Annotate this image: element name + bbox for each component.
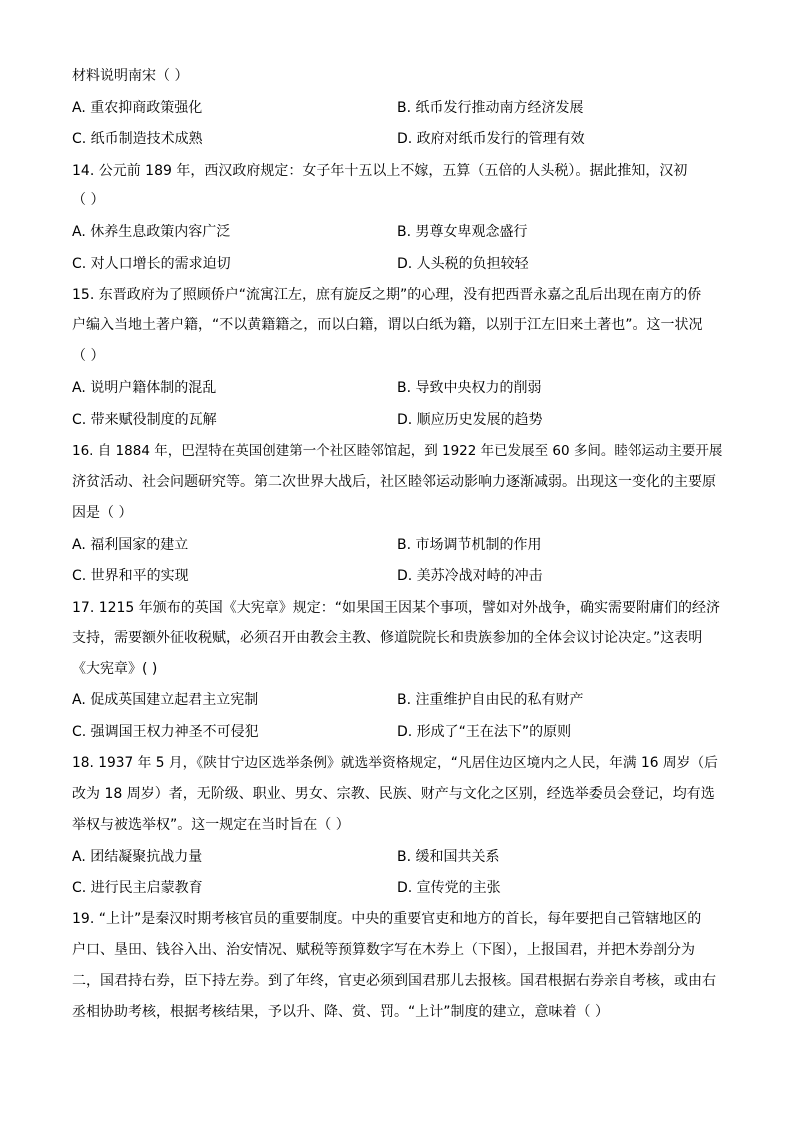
- q14-option-b: B. 男尊女卑观念盛行: [397, 224, 528, 240]
- q15-stem-line-2: 户编入当地土著户籍，“不以黄籍籍之，而以白籍，谓以白纸为籍，以别于江左旧来土著也”。这一状况: [72, 317, 703, 333]
- q17-stem-line-2: 支持，需要额外征收税赋，必须召开由教会主教、修道院院长和贵族参加的全体会议讨论决定。”这表明: [72, 630, 703, 646]
- q17-option-c: C. 强调国王权力神圣不可侵犯: [72, 724, 259, 740]
- q17-option-b: B. 注重维护自由民的私有财产: [397, 692, 584, 708]
- q13-option-c: C. 纸币制造技术成熟: [72, 131, 203, 147]
- q17-option-d: D. 形成了“王在法下”的原则: [397, 724, 572, 740]
- q14-option-d: D. 人头税的负担较轻: [397, 256, 529, 272]
- q14-stem-line-2: （ ）: [72, 192, 105, 208]
- q17-option-a: A. 促成英国建立起君主立宪制: [72, 692, 259, 708]
- q16-option-b: B. 市场调节机制的作用: [397, 537, 542, 553]
- q14-option-c: C. 对人口增长的需求迫切: [72, 256, 231, 272]
- q18-stem-line-2: 改为 18 周岁）者，无阶级、职业、男女、宗教、民族、财产与文化之区别，经选举委员会登记，均有选: [72, 786, 715, 802]
- q18-option-a: A. 团结凝聚抗战力量: [72, 849, 203, 865]
- q16-stem-line-2: 济贫活动、社会问题研究等。第二次世界大战后，社区睦邻运动影响力逐渐减弱。出现这一变化的主要原: [72, 474, 716, 490]
- q15-option-a: A. 说明户籍体制的混乱: [72, 380, 217, 396]
- q16-option-a: A. 福利国家的建立: [72, 537, 189, 553]
- q18-option-b: B. 缓和国共关系: [397, 849, 500, 865]
- q16-stem-line-3: 因是（ ）: [72, 505, 133, 521]
- q15-stem-line-1: 15. 东晋政府为了照顾侨户“流寓江左，庶有旋反之期”的心理，没有把西晋永嘉之乱后出现在南方的侨: [72, 287, 702, 303]
- q18-stem-line-3: 举权与被选举权”。这一规定在当时旨在（ ）: [72, 817, 350, 833]
- q19-stem-line-4: 丞相协助考核，根据考核结果，予以升、降、赏、罚。“上计”制度的建立，意味着（ ）: [72, 1004, 609, 1020]
- q13-option-a: A. 重农抑商政策强化: [72, 100, 203, 116]
- q15-option-c: C. 带来赋役制度的瓦解: [72, 412, 217, 428]
- q17-stem-line-3: 《大宪章》( ): [72, 661, 158, 677]
- q15-option-b: B. 导致中央权力的削弱: [397, 380, 542, 396]
- q16-option-c: C. 世界和平的实现: [72, 568, 189, 584]
- q13-option-b: B. 纸币发行推动南方经济发展: [397, 100, 584, 116]
- q18-stem-line-1: 18. 1937 年 5 月，《陕甘宁边区选举条例》就选举资格规定，“凡居住边区境内之人民，年满 16 周岁（后: [72, 755, 718, 771]
- q19-stem-line-2: 户口、垦田、钱谷入出、治安情况、赋税等预算数字写在木券上（下图），上报国君，并把木券剖分为: [72, 942, 695, 958]
- q14-option-a: A. 休养生息政策内容广泛: [72, 224, 231, 240]
- q19-stem-line-1: 19. “上计”是秦汉时期考核官员的重要制度。中央的重要官吏和地方的首长，每年要把自己管辖地区的: [72, 911, 702, 927]
- q19-stem-line-3: 二，国君持右券，臣下持左券。到了年终，官吏必须到国君那儿去报核。国君根据右券亲自考核，或由右: [72, 973, 716, 989]
- q13-stem-tail: 材料说明南宋（ ）: [72, 68, 189, 84]
- q17-stem-line-1: 17. 1215 年颁布的英国《大宪章》规定：“如果国王因某个事项，譬如对外战争，确实需要附庸们的经济: [72, 600, 721, 616]
- q16-stem-line-1: 16. 自 1884 年，巴涅特在英国创建第一个社区睦邻馆起，到 1922 年已发展至 60 多间。睦邻运动主要开展: [72, 443, 723, 459]
- q18-option-d: D. 宣传党的主张: [397, 880, 501, 896]
- q18-option-c: C. 进行民主启蒙教育: [72, 880, 203, 896]
- q15-option-d: D. 顺应历史发展的趋势: [397, 412, 543, 428]
- q15-stem-line-3: （ ）: [72, 348, 105, 364]
- q14-stem-line-1: 14. 公元前 189 年，西汉政府规定：女子年十五以上不嫁，五算（五倍的人头税）。据此推知，汉初: [72, 163, 688, 179]
- q13-option-d: D. 政府对纸币发行的管理有效: [397, 131, 585, 147]
- q16-option-d: D. 美苏冷战对峙的冲击: [397, 568, 543, 584]
